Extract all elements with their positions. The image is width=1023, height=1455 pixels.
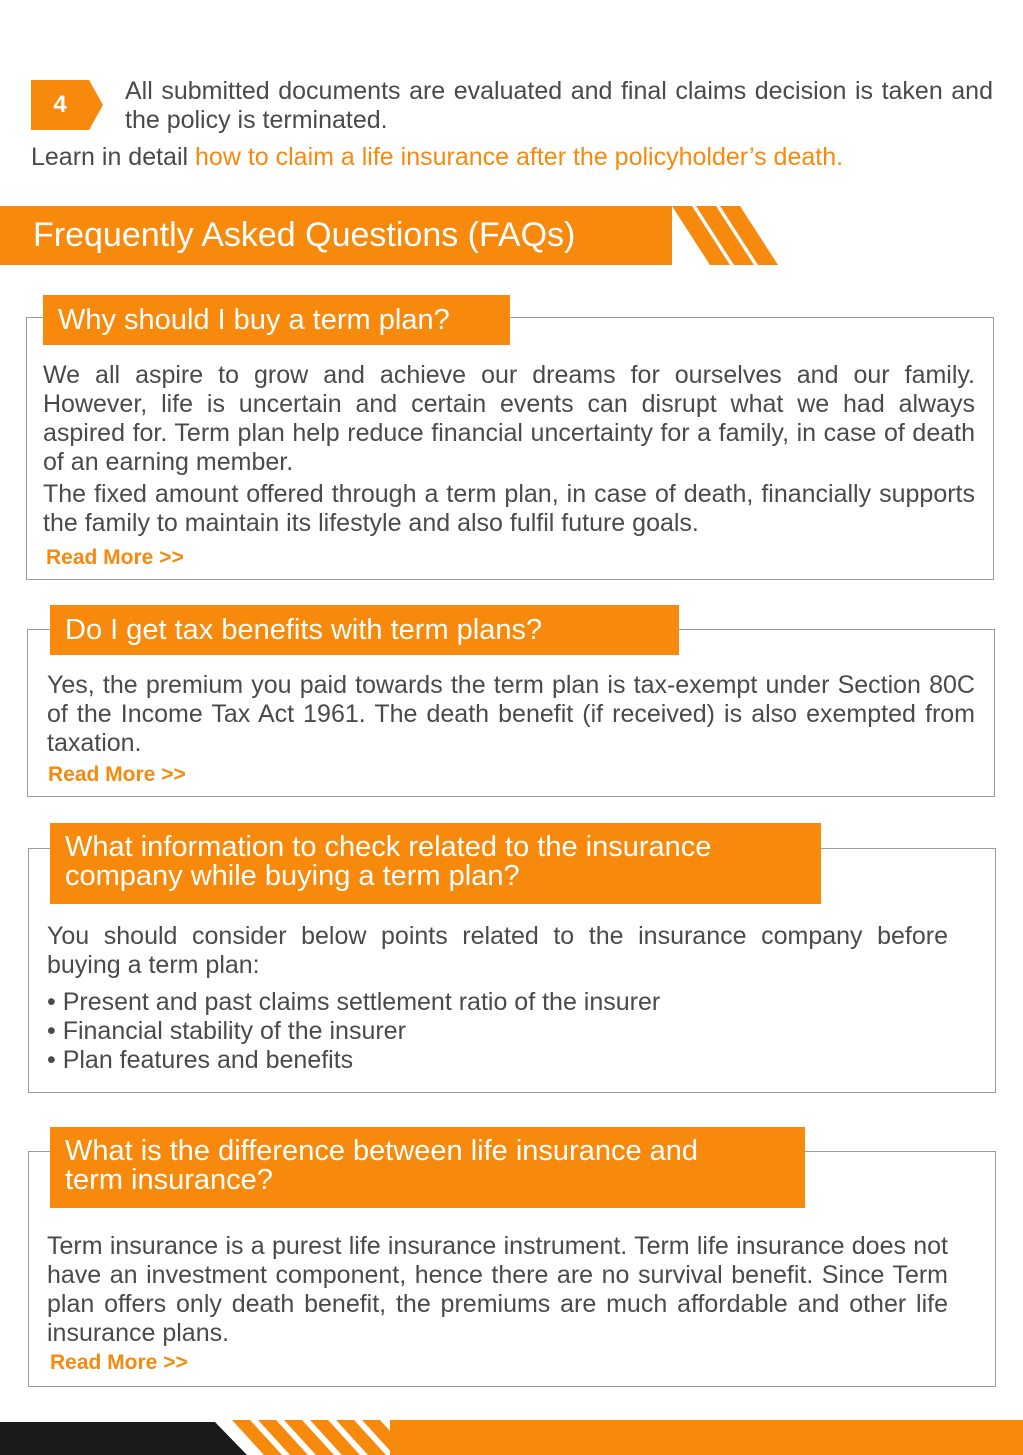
faq-answer-3 bbox=[47, 922, 948, 1075]
bullet-item: • Financial stability of the insurer bbox=[47, 1017, 406, 1045]
learn-more-line bbox=[31, 143, 991, 172]
faq-answer-1-paragraph-1: We all aspire to grow and achieve our dreams for ourselves and our family. However, life is uncertain and certain events can disrupt what we had always aspired for. Term plan help reduce financial uncertainty for a family, in case of death of an earning member. bbox=[43, 361, 975, 476]
step-number: 4 bbox=[53, 91, 67, 118]
faq-answer-4 bbox=[47, 1232, 948, 1348]
faq-answer-2 bbox=[47, 671, 975, 758]
claim-guide-link[interactable]: how to claim a life insurance after the policyholder’s death. bbox=[195, 143, 844, 171]
banner-stripes-decoration bbox=[650, 206, 785, 265]
read-more-link-1[interactable]: Read More >> bbox=[46, 546, 184, 569]
faq-question-3-line-1: What information to check related to the insurance bbox=[65, 831, 712, 863]
faq-question-4-line-1: What is the difference between life insurance and bbox=[65, 1135, 699, 1167]
faq-banner-title: Frequently Asked Questions (FAQs) bbox=[33, 216, 576, 254]
learn-prefix: Learn in detail bbox=[31, 143, 196, 171]
footer-stripes-decoration bbox=[220, 1420, 420, 1455]
read-more-link-2[interactable]: Read More >> bbox=[48, 763, 186, 786]
faq-answer-3-intro: You should consider below points related to the insurance company before buying a term plan: bbox=[47, 922, 948, 979]
faq-question-4 bbox=[50, 1127, 805, 1208]
faq-question-1: Why should I buy a term plan? bbox=[43, 295, 510, 345]
faq-banner bbox=[0, 206, 672, 265]
faq-answer-1 bbox=[43, 361, 975, 538]
faq-question-3 bbox=[50, 823, 821, 904]
faq-answer-1-paragraph-2: The fixed amount offered through a term plan, in case of death, financially supports the family to maintain its lifestyle and also fulfil future goals. bbox=[43, 480, 975, 537]
faq-answer-3-bullets bbox=[47, 988, 948, 1075]
faq-answer-2-paragraph-1: Yes, the premium you paid towards the term plan is tax-exempt under Section 80C of the Income Tax Act 1961. The death benefit (if received) is also exempted from taxation. bbox=[47, 671, 975, 757]
faq-answer-4-paragraph-1: Term insurance is a purest life insurance instrument. Term life insurance does not have an investment component, hence there are no survival benefit. Since Term plan offers only death benefit, the premiums are much affordable and other life insurance plans. bbox=[47, 1232, 948, 1347]
step-description: All submitted documents are evaluated and final claims decision is taken and the policy is terminated. bbox=[125, 77, 993, 134]
bullet-item: • Present and past claims settlement ratio of the insurer bbox=[47, 988, 661, 1016]
read-more-link-4[interactable]: Read More >> bbox=[50, 1351, 188, 1374]
faq-question-4-line-2: term insurance? bbox=[65, 1164, 273, 1196]
footer-orange-band bbox=[390, 1420, 1023, 1455]
step-badge bbox=[31, 80, 103, 130]
faq-question-2: Do I get tax benefits with term plans? bbox=[50, 605, 679, 655]
bullet-item: • Plan features and benefits bbox=[47, 1046, 354, 1074]
faq-question-3-line-2: company while buying a term plan? bbox=[65, 860, 520, 892]
